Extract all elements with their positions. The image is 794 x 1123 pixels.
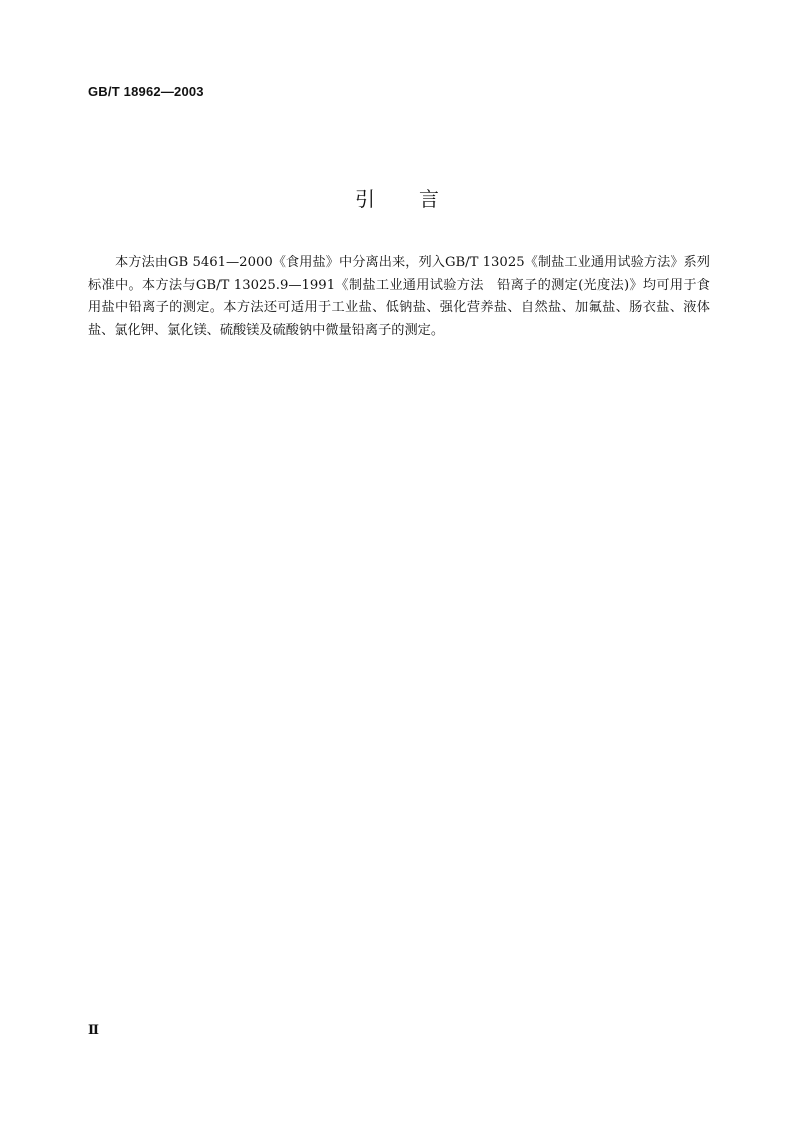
page-number: Ⅱ [88, 1022, 99, 1037]
section-title: 引言 [355, 187, 483, 211]
introduction-paragraph: 本方法由GB 5461—2000《食用盐》中分离出来，列入GB/T 13025《制盐工业通用试验方法》系列标准中。本方法与GB/T 13025.9—1991《制盐工业通用试验方法 铅离子的测定(光度法)》均可用于食用盐中铅离子的测定。本方法还可适用于工业盐、低钠盐、强化营养盐、自然盐、加氟盐、肠衣盐、液体盐、氯化钾、氯化镁、硫酸镁及硫酸钠中微量铅离子的测定。 [88, 255, 710, 338]
standard-number-header: GB/T 18962—2003 [88, 84, 204, 99]
